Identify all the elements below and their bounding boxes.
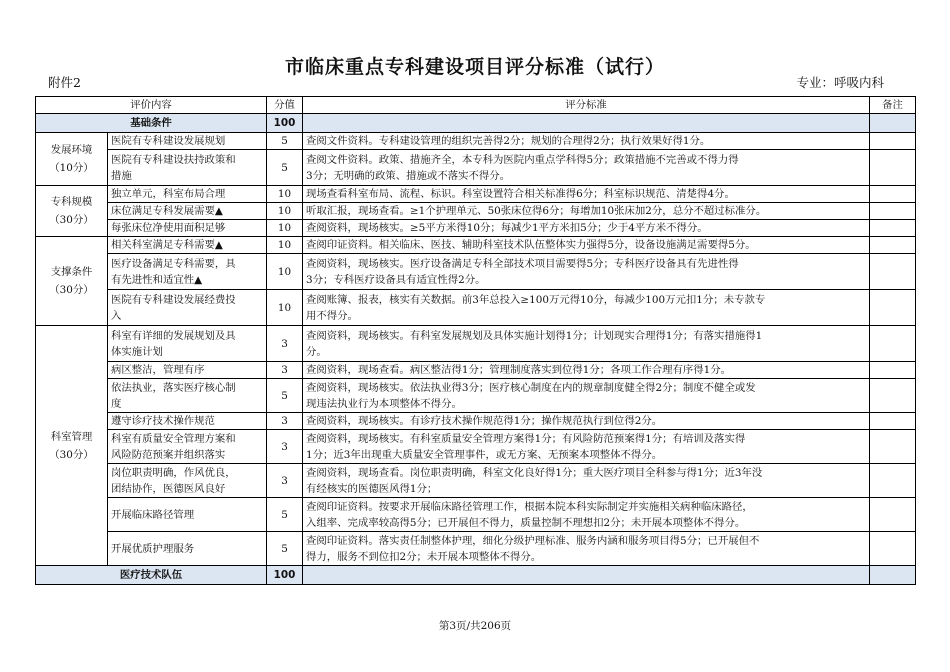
remark-cell bbox=[870, 430, 916, 464]
standard-cell: 查阅资料，现场查看。岗位职责明确，科室文化良好得1分；重大医疗项目全科参与得1分；近3年没 有经核实的医德医风得1分； bbox=[303, 464, 870, 498]
remark-cell bbox=[870, 532, 916, 566]
table-row bbox=[36, 237, 916, 254]
standard-cell: 现场查看科室布局、流程、标识。科室设置符合相关标准得6分；科室标识规范、清楚得4分。 bbox=[303, 186, 870, 203]
score-table bbox=[35, 96, 916, 585]
table-row bbox=[36, 150, 916, 186]
section-label: 医疗技术队伍 bbox=[36, 566, 267, 585]
item-cell: 遵守诊疗技术操作规范 bbox=[108, 413, 267, 430]
standard-cell: 查阅印证资料。相关临床、医技、辅助科室技术队伍整体实力强得5分，设备设施满足需要得5分。 bbox=[303, 237, 870, 254]
section-row-basic bbox=[36, 114, 916, 133]
item-cell: 每张床位净使用面积足够 bbox=[108, 220, 267, 237]
table-row bbox=[36, 379, 916, 413]
item-cell: 依法执业，落实医疗核心制 度 bbox=[108, 379, 267, 413]
standard-cell: 查阅资料，现场核实。有科室质量安全管理方案得1分；有风险防范预案得1分；有培训及落实得 1分；近3年出现重大质量安全管理事件，或无方案、无预案本项整体不得分。 bbox=[303, 430, 870, 464]
item-cell: 医院有专科建设发展经费投 入 bbox=[108, 290, 267, 326]
major-label: 专业：呼吸内科 bbox=[796, 75, 884, 90]
standard-cell: 查阅资料，现场核实。医疗设备满足专科全部技术项目需要得5分；专科医疗设备具有先进性得 3分；专科医疗设备具有适宜性得2分。 bbox=[303, 254, 870, 290]
score-cell: 10 bbox=[267, 254, 303, 290]
standard-cell: 查阅文件资料。专科建设管理的组织完善得2分；规划的合理得2分；执行效果好得1分。 bbox=[303, 133, 870, 150]
item-cell: 病区整洁，管理有序 bbox=[108, 362, 267, 379]
table-row bbox=[36, 326, 916, 362]
attachment-label: 附件2 bbox=[48, 75, 81, 90]
item-cell: 开展优质护理服务 bbox=[108, 532, 267, 566]
remark-cell bbox=[870, 237, 916, 254]
score-cell: 5 bbox=[267, 150, 303, 186]
remark-cell bbox=[870, 379, 916, 413]
table-row bbox=[36, 133, 916, 150]
table-row bbox=[36, 464, 916, 498]
standard-cell: 查阅文件资料。政策、措施齐全，本专科为医院内重点学科得5分；政策措施不完善或不得力得 3分；无明确的政策、措施或不落实不得分。 bbox=[303, 150, 870, 186]
table-row bbox=[36, 430, 916, 464]
table-row bbox=[36, 290, 916, 326]
remark-cell bbox=[870, 290, 916, 326]
header-score: 分值 bbox=[267, 97, 303, 114]
category-cell: 专科规模 （30分） bbox=[36, 186, 108, 237]
remark-cell bbox=[870, 413, 916, 430]
section-score: 100 bbox=[267, 566, 303, 585]
score-cell: 3 bbox=[267, 413, 303, 430]
standard-cell: 查阅印证资料。落实责任制整体护理，细化分级护理标准、服务内涵和服务项目得5分；已开展但不 得力，服务不到位扣2分；未开展本项整体不得分。 bbox=[303, 532, 870, 566]
table-row bbox=[36, 186, 916, 203]
remark-cell bbox=[870, 464, 916, 498]
standard-cell: 查阅资料，现场查看。病区整洁得1分；管理制度落实到位得1分；各项工作合理有序得1分。 bbox=[303, 362, 870, 379]
page-number: 第3页/共206页 bbox=[438, 620, 512, 632]
page-title: 市临床重点专科建设项目评分标准（试行） bbox=[284, 56, 665, 78]
item-cell: 开展临床路径管理 bbox=[108, 498, 267, 532]
section-label: 基础条件 bbox=[36, 114, 267, 133]
remark-cell bbox=[870, 326, 916, 362]
standard-cell: 查阅资料，现场核实。有诊疗技术操作规范得1分；操作规范执行到位得2分。 bbox=[303, 413, 870, 430]
remark-cell bbox=[870, 150, 916, 186]
standard-cell: 查阅印证资料。按要求开展临床路径管理工作，根据本院本科实际制定并实施相关病种临床路径， 入组率、完成率较高得5分；已开展但不得力，质量控制不理想扣2分；未开展本项整体不得分。 bbox=[303, 498, 870, 532]
remark-cell bbox=[870, 362, 916, 379]
item-cell: 医疗设备满足专科需要，具 有先进性和适宜性▲ bbox=[108, 254, 267, 290]
item-cell: 独立单元，科室布局合理 bbox=[108, 186, 267, 203]
remark-cell bbox=[870, 498, 916, 532]
standard-cell: 查阅资料，现场核实。有科室发展规划及具体实施计划得1分；计划现实合理得1分；有落实措施得1 分。 bbox=[303, 326, 870, 362]
score-cell: 5 bbox=[267, 498, 303, 532]
table-row bbox=[36, 254, 916, 290]
header-content: 评价内容 bbox=[36, 97, 267, 114]
score-cell: 3 bbox=[267, 326, 303, 362]
score-cell: 5 bbox=[267, 532, 303, 566]
header-standard: 评分标准 bbox=[303, 97, 870, 114]
table-row bbox=[36, 362, 916, 379]
category-cell: 科室管理 （30分） bbox=[36, 326, 108, 566]
score-cell: 10 bbox=[267, 186, 303, 203]
score-cell: 3 bbox=[267, 362, 303, 379]
table-row bbox=[36, 532, 916, 566]
standard-cell: 听取汇报，现场查看。≥1个护理单元、50张床位得6分；每增加10张床加2分，总分不超过标准分。 bbox=[303, 203, 870, 220]
item-cell: 岗位职责明确，作风优良， 团结协作，医德医风良好 bbox=[108, 464, 267, 498]
remark-cell bbox=[870, 133, 916, 150]
table-header-row bbox=[36, 97, 916, 114]
score-cell: 10 bbox=[267, 290, 303, 326]
table-row bbox=[36, 498, 916, 532]
item-cell: 科室有详细的发展规划及具 体实施计划 bbox=[108, 326, 267, 362]
score-cell: 5 bbox=[267, 133, 303, 150]
table-row bbox=[36, 203, 916, 220]
score-cell: 5 bbox=[267, 379, 303, 413]
item-cell: 床位满足专科发展需要▲ bbox=[108, 203, 267, 220]
remark-cell bbox=[870, 220, 916, 237]
table-row bbox=[36, 413, 916, 430]
item-cell: 医院有专科建设发展规划 bbox=[108, 133, 267, 150]
standard-cell: 查阅资料，现场核实。≥5平方米得10分；每减少1平方米扣5分；少于4平方米不得分。 bbox=[303, 220, 870, 237]
remark-cell bbox=[870, 254, 916, 290]
remark-cell bbox=[870, 186, 916, 203]
score-cell: 3 bbox=[267, 464, 303, 498]
table-row bbox=[36, 220, 916, 237]
category-cell: 发展环境 （10分） bbox=[36, 133, 108, 186]
score-cell: 3 bbox=[267, 430, 303, 464]
header-remark: 备注 bbox=[870, 97, 916, 114]
item-cell: 医院有专科建设扶持政策和 措施 bbox=[108, 150, 267, 186]
category-cell: 支撑条件 （30分） bbox=[36, 237, 108, 326]
item-cell: 科室有质量安全管理方案和 风险防范预案并组织落实 bbox=[108, 430, 267, 464]
score-cell: 10 bbox=[267, 203, 303, 220]
standard-cell: 查阅账簿、报表，核实有关数据。前3年总投入≥100万元得10分，每减少100万元扣1分；未专款专 用不得分。 bbox=[303, 290, 870, 326]
remark-cell bbox=[870, 203, 916, 220]
standard-cell: 查阅资料，现场核实。依法执业得3分；医疗核心制度在内的规章制度健全得2分；制度不健全或发 现违法执业行为本项整体不得分。 bbox=[303, 379, 870, 413]
score-cell: 10 bbox=[267, 220, 303, 237]
score-cell: 10 bbox=[267, 237, 303, 254]
item-cell: 相关科室满足专科需要▲ bbox=[108, 237, 267, 254]
section-score: 100 bbox=[267, 114, 303, 133]
section-row-team bbox=[36, 566, 916, 585]
